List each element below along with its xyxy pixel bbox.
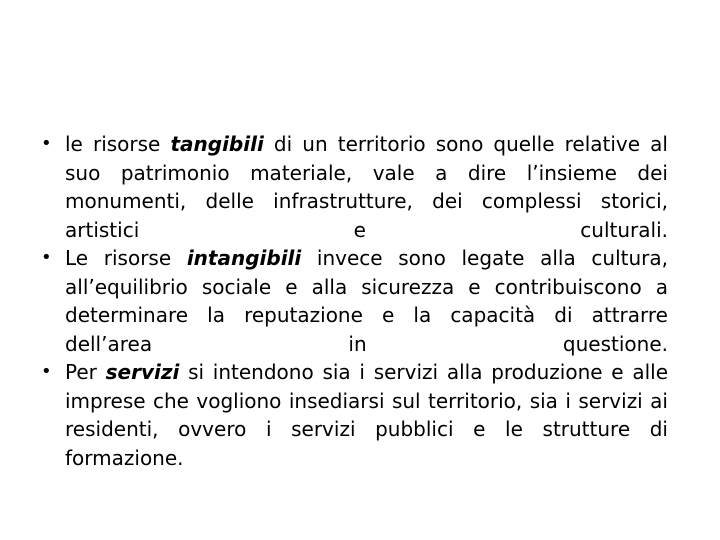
bullet-item-servizi bbox=[40, 358, 668, 472]
bullet-emphasis: tangibili bbox=[170, 132, 264, 156]
bullet-marker: • bbox=[41, 133, 52, 154]
bullet-text-after: si intendono sia i servizi alla produzione e alle imprese che vogliono insediarsi sul territorio, sia i servizi ai residenti, ovvero i servizi pubblici e le strutture di formazione. bbox=[65, 360, 668, 470]
bullet-marker: • bbox=[41, 247, 52, 268]
bullet-text-before: le risorse bbox=[65, 132, 171, 156]
bullet-text-after: di un territorio sono quelle relative al suo patrimonio materiale, vale a dire l’insieme dei monumenti, delle infrastrutture, dei complessi storici, artistici e culturali. bbox=[65, 132, 668, 242]
bullet-marker: • bbox=[41, 361, 52, 382]
bullet-text-after: invece sono legate alla cultura, all’equilibrio sociale e alla sicurezza e contribuiscono a determinare la reputazione e la capacità di attrarre dell’area in questione. bbox=[65, 246, 668, 356]
bullet-text-before: Le risorse bbox=[65, 246, 187, 270]
bullet-item-intangibili bbox=[40, 244, 668, 358]
bullet-emphasis: intangibili bbox=[186, 246, 302, 270]
bullet-list bbox=[40, 130, 668, 472]
bullet-emphasis: servizi bbox=[105, 360, 180, 384]
bullet-text-before: Per bbox=[65, 360, 106, 384]
bullet-item-tangibili bbox=[40, 130, 668, 244]
